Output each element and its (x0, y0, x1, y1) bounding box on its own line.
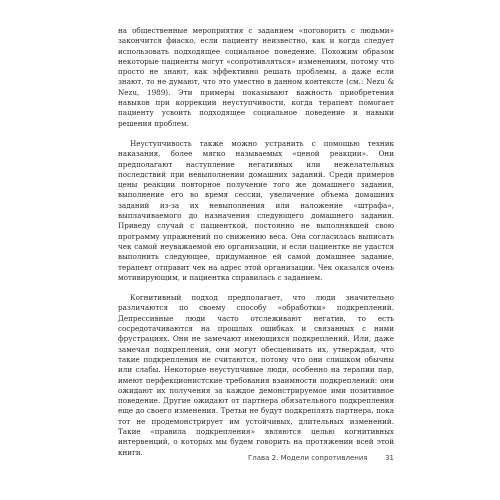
paragraph-3: Когнитивный подход предполагает, что люди значительно различаются по своему способу «обработки» подкреплений. Депрессивные люди часто отслеживают негатив, то есть сосредотачиваются на прошлых ошибках и связанных с ними фрустрациях. Они не замечают имеющихся подкреплений. Или, даже замечая подкрепления, они могут обесценивать их, утверждая, что такие подкрепления не считаются, потому что они слишком обычны или слабы. Некоторые неуступчивые люди, особенно на терапии пар, имеют перфекционистские требования взаимности подкреплений: они ожидают их получения за каждое демонстрируемое ими позитивное поведение. Другие ожидают от партнера обязательного подкрепления еще до своего изменения. Третьи не будут подкреплять партнера, пока тот не продемонстрирует им устойчивых, длительных изменений. Такие «правила подкрепления» являются целью когнитивных интервенций, о которых мы будем говорить на протяжении всей этой книги. (118, 293, 394, 457)
paragraph-2: Неуступчивость также можно устранить с помощью техник наказания, более мягко называемых «ценой реакции». Они предполагают наступление негативных или нежелательных последствий при невыполнении домашних заданий. Среди примеров цены реакции повторное получение того же домашнего задания, выполнение его во время сессии, увеличение объема домашних заданий из-за их невыполнения или наложение «штрафа», выплачиваемого до назначения следующего домашнего задания. Приведу случай с пациенткой, постоянно не выполнявшей свою программу упражнений по снижению веса. Она согласилась выписать чек самой неуважаемой ею организации, и если пациентке не удастся выполнить следующее, придуманное ей самой домашнее задание, терапевт отправит чек на адрес этой организации. Чек оказался очень мотивирующим, и пациентка справилась с заданием. (118, 138, 394, 282)
body-text (118, 26, 394, 458)
running-footer-chapter: Глава 2. Модели сопротивления (248, 454, 368, 462)
page-footer (118, 454, 394, 466)
page-number: 31 (385, 454, 394, 462)
paragraph-1: на общественные мероприятия с заданием «поговорить с людьми» закончится фиаско, если пациенту неизвестно, как и когда следует использовать подходящее социальное поведение. Похожим образом некоторые пациенты могут «сопротивляться» изменениям, потому что просто не знают, как эффективно решать проблемы, а даже если знают, то не думают, что это уместно в данном контексте (см.: Nezu & Nezu, 1989). Эти примеры показывают важность приобретения навыков при коррекции неуступчивости, когда терапевт помогает пациенту усвоить подходящее социальное поведение и навыки решения проблем. (118, 26, 394, 128)
